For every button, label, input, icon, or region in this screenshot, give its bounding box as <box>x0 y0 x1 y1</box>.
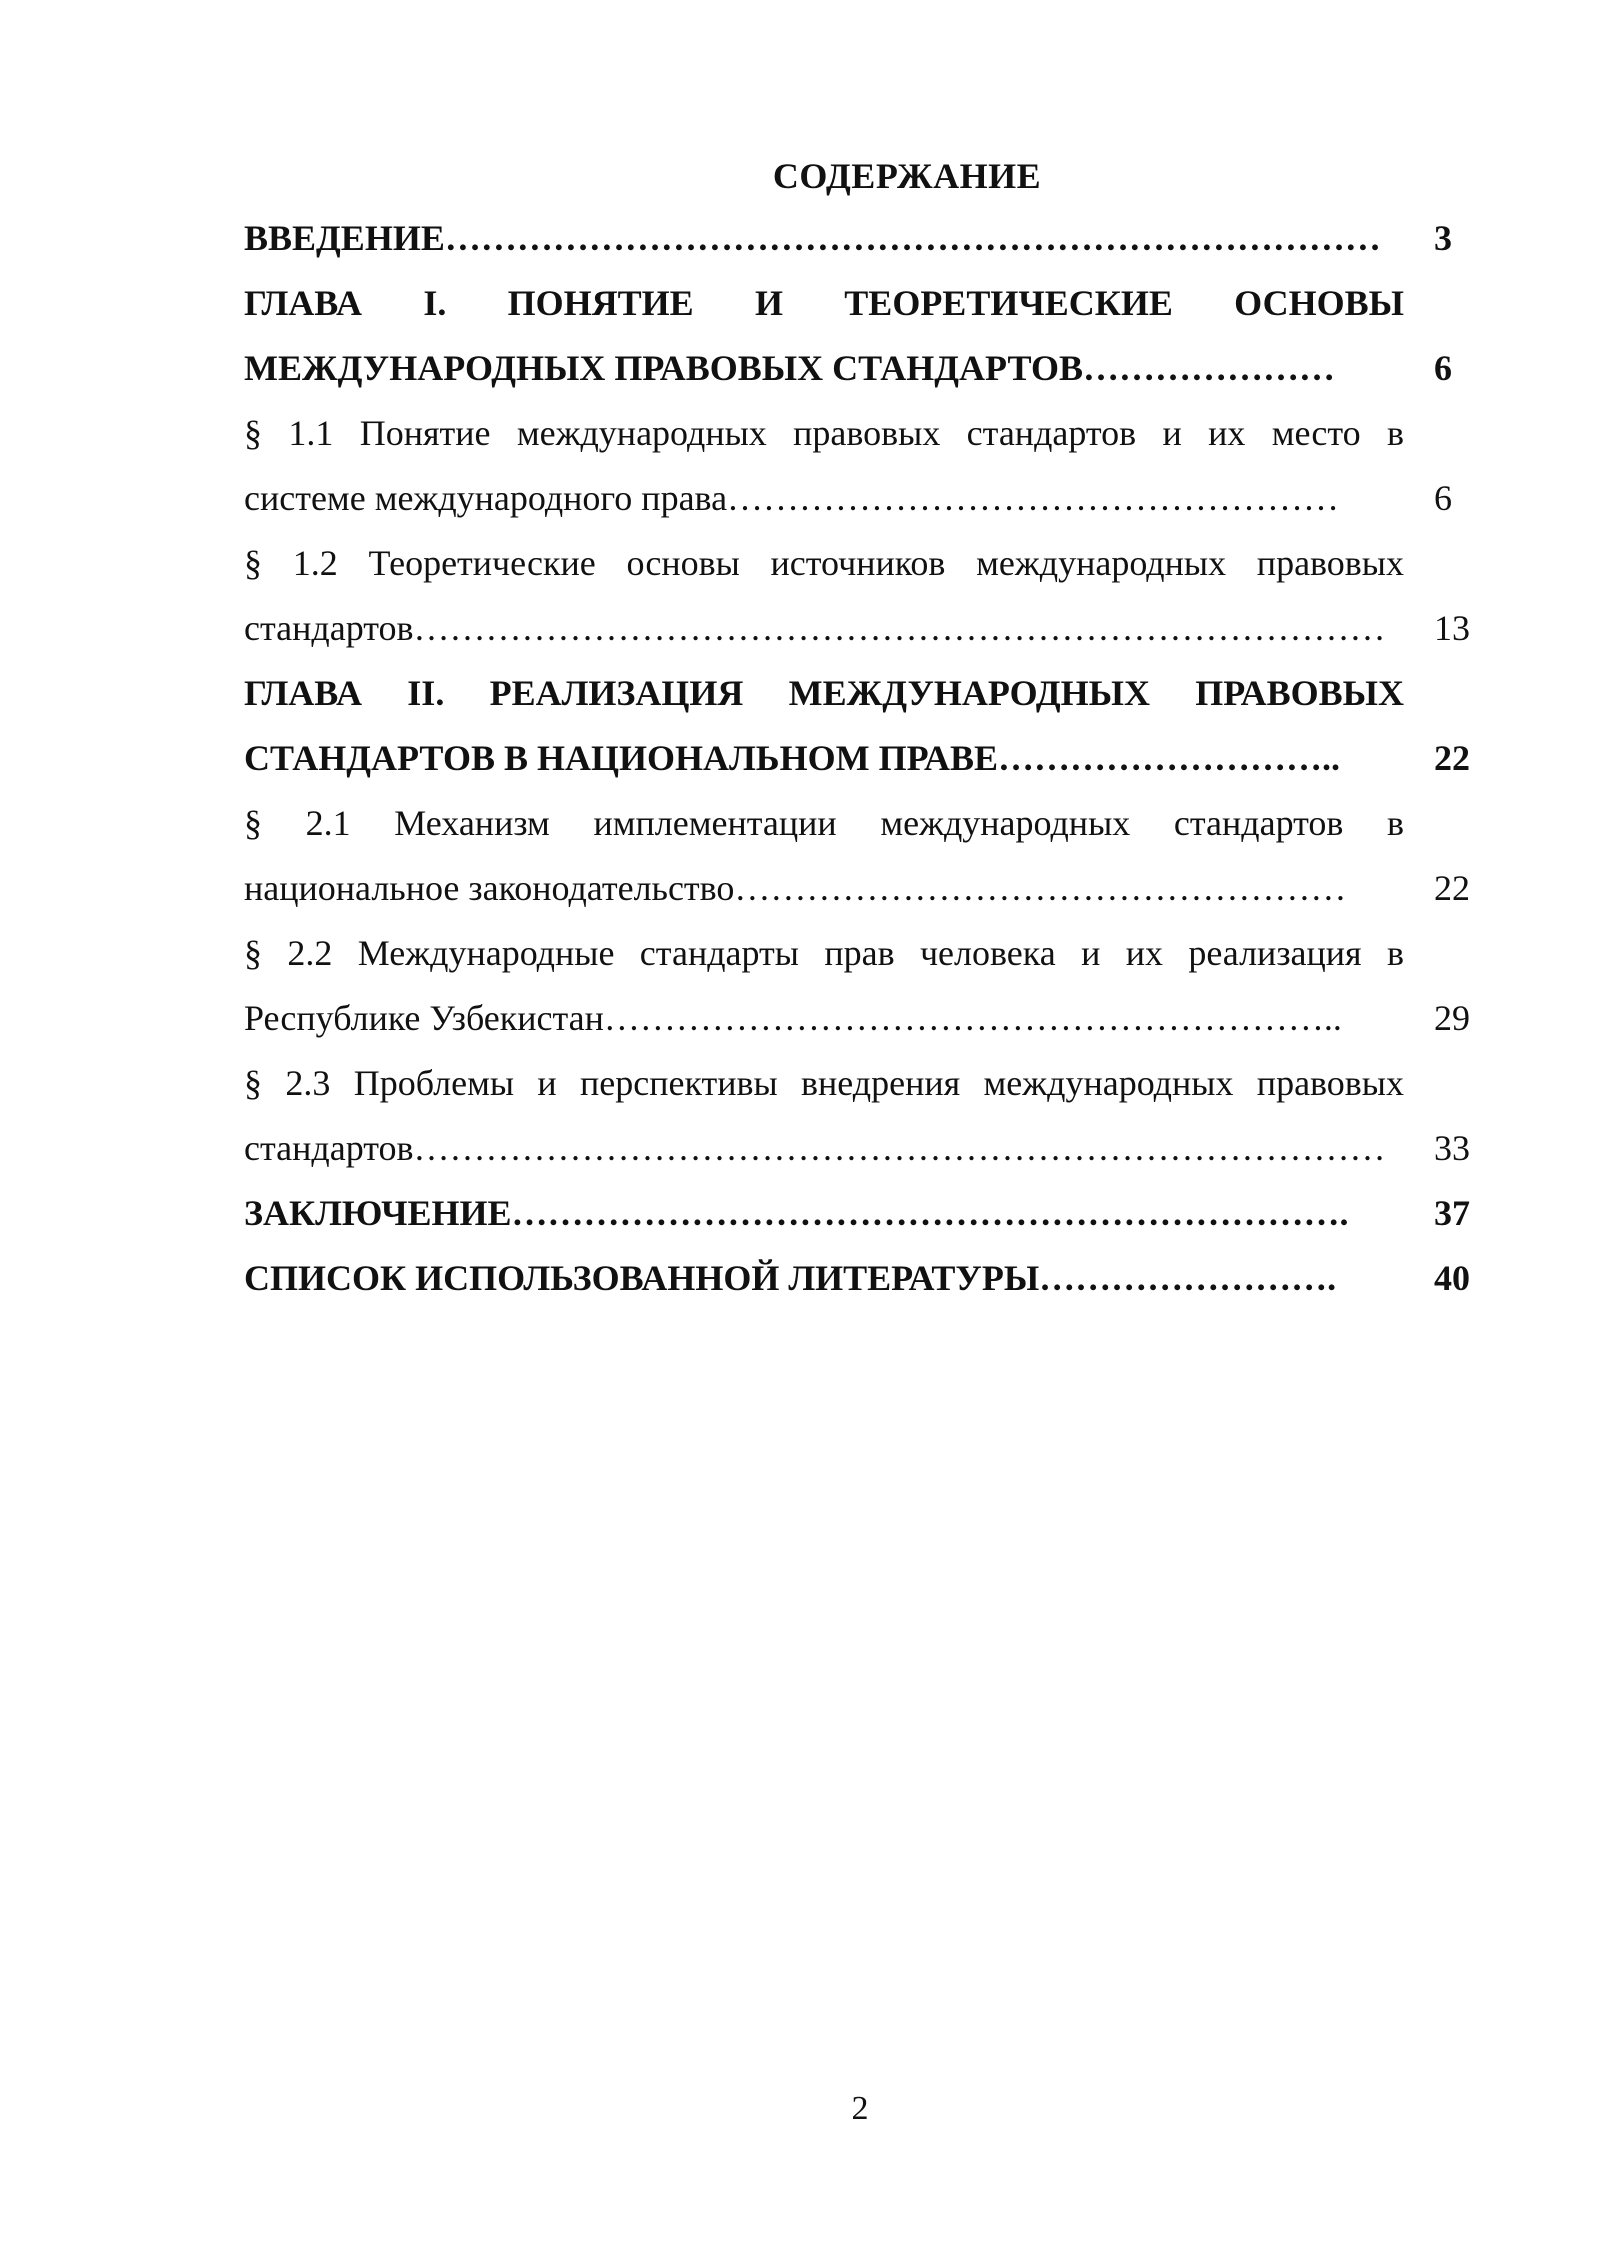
toc-entry-line: ГЛАВА II. РЕАЛИЗАЦИЯ МЕЖДУНАРОДНЫХ ПРАВОВЫХ <box>244 673 1404 713</box>
toc-entry-line: ВВЕДЕНИЕ…………………………………………………………………… <box>244 218 1381 258</box>
toc-entry <box>244 271 1452 401</box>
toc-entry-line: СПИСОК ИСПОЛЬЗОВАННОЙ ЛИТЕРАТУРЫ……………………. <box>244 1258 1337 1298</box>
toc-entry-page: 6 <box>1434 348 1452 388</box>
toc-entry <box>244 1246 1470 1311</box>
toc-entry <box>244 1181 1470 1246</box>
toc-entry-line: МЕЖДУНАРОДНЫХ ПРАВОВЫХ СТАНДАРТОВ………………… <box>244 348 1336 388</box>
toc-entry-page: 6 <box>1434 478 1452 518</box>
toc-entry-page: 3 <box>1434 218 1452 258</box>
toc-entry-line: § 1.1 Понятие международных правовых стандартов и их место в <box>244 413 1404 453</box>
toc-entry-page: 33 <box>1434 1128 1470 1168</box>
toc-entry <box>244 206 1452 271</box>
toc-entry-page: 37 <box>1434 1193 1470 1233</box>
toc-entry-line: стандартов……………………………………………………………………… <box>244 1128 1386 1168</box>
toc-entry-page: 40 <box>1434 1258 1470 1298</box>
page-number: 2 <box>851 2090 869 2127</box>
toc-entry-line: ГЛАВА I. ПОНЯТИЕ И ТЕОРЕТИЧЕСКИЕ ОСНОВЫ <box>244 283 1404 323</box>
toc-entry <box>244 661 1470 791</box>
toc-entry <box>244 531 1470 661</box>
toc-entry-page: 29 <box>1434 998 1470 1038</box>
toc-entry <box>244 1051 1470 1181</box>
toc-entry-line: национальное законодательство…………………………………………… <box>244 868 1347 908</box>
toc-entry-line: СТАНДАРТОВ В НАЦИОНАЛЬНОМ ПРАВЕ……………………….. <box>244 738 1340 778</box>
toc-entry-line: ЗАКЛЮЧЕНИЕ……………………………………………………………. <box>244 1193 1349 1233</box>
toc-entry-line: § 2.1 Механизм имплементации международных стандартов в <box>244 803 1404 843</box>
toc-entry <box>244 921 1470 1051</box>
toc-entry-line: системе международного права…………………………………………… <box>244 478 1340 518</box>
toc-entry-line: § 1.2 Теоретические основы источников международных правовых <box>244 543 1404 583</box>
toc-entry-line: § 2.2 Международные стандарты прав человека и их реализация в <box>244 933 1404 973</box>
toc-entry <box>244 791 1470 921</box>
toc-title: СОДЕРЖАНИЕ <box>772 156 1042 196</box>
toc-entry-line: стандартов……………………………………………………………………… <box>244 608 1386 648</box>
table-of-contents <box>244 206 1474 1311</box>
toc-entry-line: Республике Узбекистан…………………………………………………….. <box>244 998 1342 1038</box>
toc-entry-page: 22 <box>1434 868 1470 908</box>
toc-entry-page: 13 <box>1434 608 1470 648</box>
toc-entry-page: 22 <box>1434 738 1470 778</box>
toc-entry-line: § 2.3 Проблемы и перспективы внедрения международных правовых <box>244 1063 1404 1103</box>
toc-entry <box>244 401 1452 531</box>
